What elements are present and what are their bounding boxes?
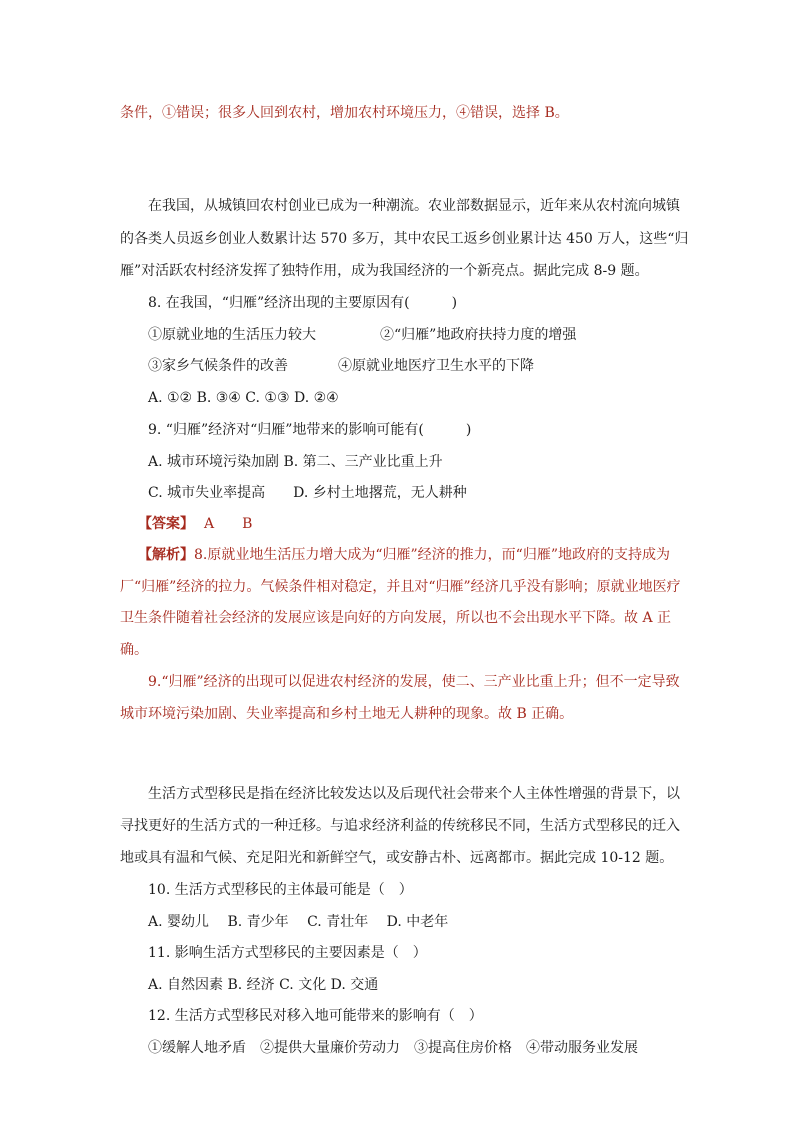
option-1: ①原就业地的生活压力较大 [148, 327, 316, 343]
previous-explanation-tail: 条件，①错误；很多人回到农村，增加农村环境压力，④错误，选择 B。 [120, 105, 569, 121]
passage-line: 雁”对活跃农村经济发挥了独特作用，成为我国经济的一个新亮点。据此完成 8-9 题。 [120, 263, 649, 279]
analysis-label: 【解析】 [138, 547, 194, 563]
analysis-text: 8.原就业地生活压力增大成为“归雁”经济的推力，而“归雁”地政府的支持成为 [194, 547, 670, 563]
answer-choices: A. 自然因素 B. 经济 C. 文化 D. 交通 [148, 977, 379, 993]
answer-choices: A. 城市环境污染加剧 B. 第二、三产业比重上升 [148, 454, 443, 470]
answer-value: A B [204, 516, 253, 532]
passage-line: 在我国，从城镇回农村创业已成为一种潮流。农业部数据显示，近年来从农村流向城镇 [148, 198, 680, 214]
option-4: ④原就业地医疗卫生水平的下降 [338, 358, 534, 374]
analysis-text: 卫生条件随着社会经济的发展应该是向好的方向发展，所以也不会出现水平下降。故 A 正 [120, 610, 672, 626]
passage-line: 生活方式型移民是指在经济比较发达以及后现代社会带来个人主体性增强的背景下，以 [148, 786, 680, 802]
option-2: ②“归雁”地政府扶持力度的增强 [380, 327, 577, 343]
question-stem: 8. 在我国，“归雁”经济出现的主要原因有( ) [148, 295, 458, 311]
passage-line: 寻找更好的生活方式的一种迁移。与追求经济利益的传统移民不同，生活方式型移民的迁入 [120, 818, 680, 834]
analysis-line-1 [138, 545, 670, 565]
analysis-text: 确。 [120, 642, 148, 658]
question-stem: 11. 影响生活方式型移民的主要因素是（ ） [148, 945, 427, 961]
analysis-text: 9.“归雁”经济的出现可以促进农村经济的发展，使二、三产业比重上升；但不一定导致 [148, 674, 680, 690]
answer-choices: ①缓解人地矛盾 ②提供大量廉价劳动力 ③提高住房价格 ④带动服务业发展 [148, 1040, 638, 1056]
analysis-text: 厂“归雁”经济的拉力。气候条件相对稳定，并且对“归雁”经济几乎没有影响；原就业地医疗 [120, 579, 681, 595]
question-stem: 12. 生活方式型移民对移入地可能带来的影响有（ ） [148, 1008, 483, 1024]
answer-choices: C. 城市失业率提高 D. 乡村土地撂荒，无人耕种 [148, 485, 467, 501]
question-stem: 9. “归雁”经济对“归雁”地带来的影响可能有( ) [148, 422, 472, 438]
answer-choices: A. ①② B. ③④ C. ①③ D. ②④ [148, 390, 339, 406]
question-stem: 10. 生活方式型移民的主体最可能是（ ） [148, 882, 413, 898]
answer-block [138, 514, 252, 534]
answer-choices: A. 婴幼儿 B. 青少年 C. 青壮年 D. 中老年 [148, 914, 449, 930]
passage-line: 的各类人员返乡创业人数累计达 570 多万，其中农民工返乡创业累计达 450 万人，这些“归 [120, 231, 689, 247]
option-3: ③家乡气候条件的改善 [148, 358, 288, 374]
answer-label: 【答案】 [138, 516, 194, 532]
analysis-text: 城市环境污染加剧、失业率提高和乡村土地无人耕种的现象。故 B 正确。 [120, 706, 574, 722]
passage-line: 地或具有温和气候、充足阳光和新鲜空气，或安静古朴、远离都市。据此完成 10-12 题。 [120, 850, 674, 866]
